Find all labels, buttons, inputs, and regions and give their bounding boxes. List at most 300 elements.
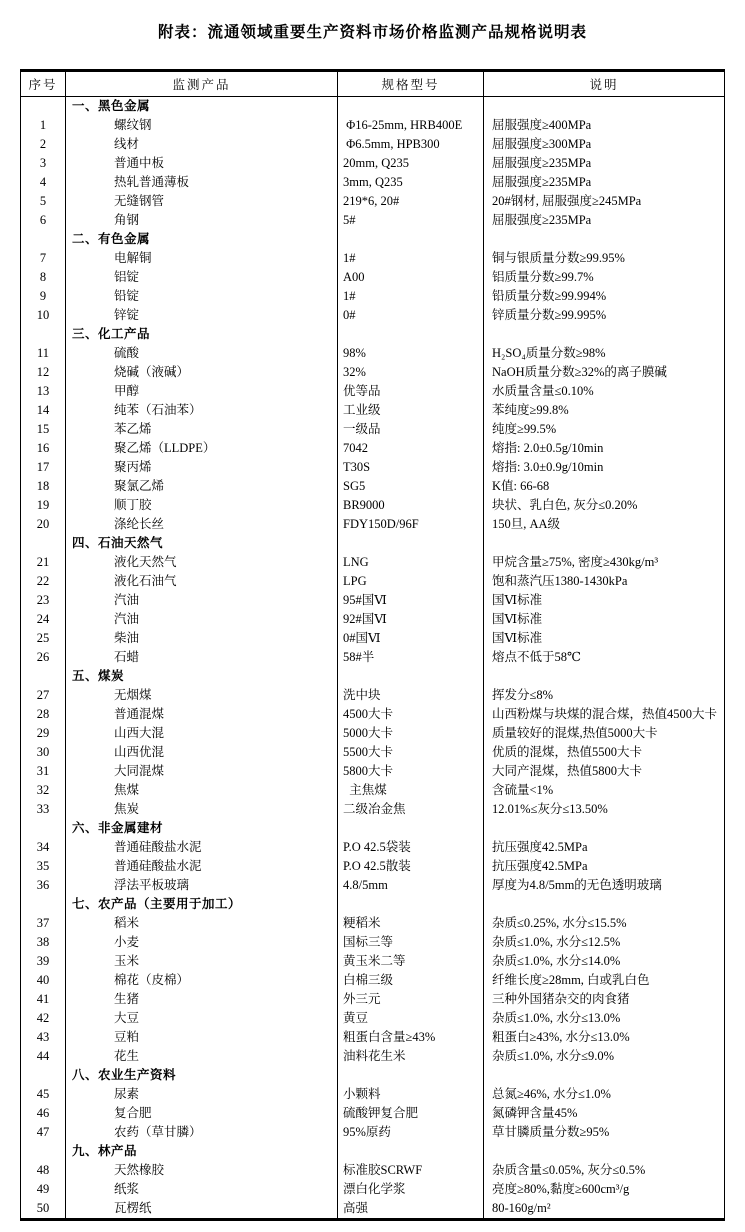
table-row xyxy=(21,990,725,1009)
row-number-cell: 37 xyxy=(36,916,50,930)
spec-cell: 黄豆 xyxy=(338,1009,484,1028)
desc-cell: 屈服强度≥235MPa xyxy=(484,173,725,192)
product-cell: 普通混煤 xyxy=(66,705,338,724)
row-number-cell: 49 xyxy=(36,1182,50,1196)
desc-cell: 20#钢材, 屈服强度≥245MPa xyxy=(484,192,725,211)
product-cell: 铝锭 xyxy=(66,268,338,287)
spec-cell: 国标三等 xyxy=(338,933,484,952)
table-row xyxy=(21,781,725,800)
spec-cell: 洗中块 xyxy=(338,686,484,705)
product-cell: 稻米 xyxy=(66,914,338,933)
product-cell: 普通硅酸盐水泥 xyxy=(66,857,338,876)
table-row xyxy=(21,211,725,230)
desc-cell: 氮磷钾含量45% xyxy=(484,1104,725,1123)
table-row xyxy=(21,154,725,173)
desc-cell: 铅质量分数≥99.994% xyxy=(484,287,725,306)
row-number-cell: 32 xyxy=(36,783,50,797)
row-number-cell: 4 xyxy=(39,175,47,189)
header-cell-desc: 说明 xyxy=(484,71,725,97)
table-row xyxy=(21,1028,725,1047)
spec-cell: LPG xyxy=(338,572,484,591)
spec-cell xyxy=(338,97,484,117)
row-number-cell: 36 xyxy=(36,878,50,892)
row-number-cell: 41 xyxy=(36,992,50,1006)
product-cell: 浮法平板玻璃 xyxy=(66,876,338,895)
table-row xyxy=(21,287,725,306)
table-row xyxy=(21,496,725,515)
row-number-cell: 19 xyxy=(36,498,50,512)
spec-cell xyxy=(338,325,484,344)
table-row xyxy=(21,762,725,781)
product-cell: 二、有色金属 xyxy=(66,230,338,249)
table-row xyxy=(21,477,725,496)
spec-cell: 硫酸钾复合肥 xyxy=(338,1104,484,1123)
row-number-cell: 16 xyxy=(36,441,50,455)
product-cell: 普通硅酸盐水泥 xyxy=(66,838,338,857)
spec-cell: 92#国Ⅵ xyxy=(338,610,484,629)
desc-cell: 铝质量分数≥99.7% xyxy=(484,268,725,287)
table-row xyxy=(21,933,725,952)
spec-cell: Φ16-25mm, HRB400E xyxy=(338,116,484,135)
header-cell-product: 监测产品 xyxy=(66,71,338,97)
desc-cell: 挥发分≤8% xyxy=(484,686,725,705)
product-cell: 锌锭 xyxy=(66,306,338,325)
header-row xyxy=(21,71,725,97)
spec-cell: 5000大卡 xyxy=(338,724,484,743)
product-cell: 液化石油气 xyxy=(66,572,338,591)
table-row xyxy=(21,401,725,420)
product-cell: 四、石油天然气 xyxy=(66,534,338,553)
page-title: 附表：流通领域重要生产资料市场价格监测产品规格说明表 xyxy=(157,24,587,41)
product-cell: 聚氯乙烯 xyxy=(66,477,338,496)
row-number-cell: 20 xyxy=(36,517,50,531)
row-number-cell: 26 xyxy=(36,650,50,664)
table-row xyxy=(21,1009,725,1028)
product-cell: 大同混煤 xyxy=(66,762,338,781)
table-row xyxy=(21,135,725,154)
table-row xyxy=(21,192,725,211)
product-cell: 一、黑色金属 xyxy=(66,97,338,117)
table-row xyxy=(21,439,725,458)
product-cell: 玉米 xyxy=(66,952,338,971)
spec-cell: FDY150D/96F xyxy=(338,515,484,534)
row-number-cell: 47 xyxy=(36,1125,50,1139)
spec-cell: 98% xyxy=(338,344,484,363)
table-row xyxy=(21,876,725,895)
spec-cell: 1# xyxy=(338,287,484,306)
product-cell: 农药（草甘膦） xyxy=(66,1123,338,1142)
desc-cell: 12.01%≤灰分≤13.50% xyxy=(484,800,725,819)
desc-cell: 抗压强度42.5MPa xyxy=(484,838,725,857)
row-number-cell: 2 xyxy=(39,137,47,151)
spec-cell: 小颗料 xyxy=(338,1085,484,1104)
row-number-cell: 23 xyxy=(36,593,50,607)
product-cell: 复合肥 xyxy=(66,1104,338,1123)
table-row xyxy=(21,268,725,287)
product-cell: 纸浆 xyxy=(66,1180,338,1199)
header-cell-spec: 规格型号 xyxy=(338,71,484,97)
desc-cell xyxy=(484,1066,725,1085)
desc-cell xyxy=(484,895,725,914)
desc-cell: 国Ⅵ标准 xyxy=(484,629,725,648)
spec-cell xyxy=(338,230,484,249)
desc-cell: 粗蛋白≥43%, 水分≤13.0% xyxy=(484,1028,725,1047)
desc-cell: 屈服强度≥300MPa xyxy=(484,135,725,154)
product-cell: 山西优混 xyxy=(66,743,338,762)
product-cell: 柴油 xyxy=(66,629,338,648)
table-row xyxy=(21,952,725,971)
product-cell: 热轧普通薄板 xyxy=(66,173,338,192)
row-number-cell xyxy=(21,667,66,686)
row-number-cell: 7 xyxy=(39,251,47,265)
desc-cell: 屈服强度≥235MPa xyxy=(484,211,725,230)
table-row xyxy=(21,800,725,819)
spec-cell: 黄玉米二等 xyxy=(338,952,484,971)
spec-cell xyxy=(338,534,484,553)
row-number-cell: 10 xyxy=(36,308,50,322)
row-number-cell: 24 xyxy=(36,612,50,626)
desc-cell xyxy=(484,1142,725,1161)
row-number-cell xyxy=(21,895,66,914)
product-cell: 纯苯（石油苯） xyxy=(66,401,338,420)
spec-cell: 95#国Ⅵ xyxy=(338,591,484,610)
row-number-cell: 13 xyxy=(36,384,50,398)
row-number-cell xyxy=(21,534,66,553)
desc-cell xyxy=(484,230,725,249)
desc-cell: 杂质≤1.0%, 水分≤14.0% xyxy=(484,952,725,971)
table-row xyxy=(21,553,725,572)
product-cell: 花生 xyxy=(66,1047,338,1066)
table-row xyxy=(21,914,725,933)
row-number-cell xyxy=(21,230,66,249)
table-row xyxy=(21,743,725,762)
row-number-cell: 15 xyxy=(36,422,50,436)
product-cell: 七、农产品（主要用于加工） xyxy=(66,895,338,914)
product-cell: 生猪 xyxy=(66,990,338,1009)
row-number-cell: 18 xyxy=(36,479,50,493)
product-cell: 聚丙烯 xyxy=(66,458,338,477)
desc-cell: 纤维长度≥28mm, 白或乳白色 xyxy=(484,971,725,990)
table-row xyxy=(21,344,725,363)
product-cell: 烧碱（液碱） xyxy=(66,363,338,382)
product-cell: 硫酸 xyxy=(66,344,338,363)
product-cell: 石蜡 xyxy=(66,648,338,667)
row-number-cell: 31 xyxy=(36,764,50,778)
desc-cell: NaOH质量分数≥32%的离子膜碱 xyxy=(484,363,725,382)
desc-cell: 熔点不低于58℃ xyxy=(484,648,725,667)
desc-cell: 含硫量<1% xyxy=(484,781,725,800)
row-number-cell: 30 xyxy=(36,745,50,759)
product-cell: 汽油 xyxy=(66,610,338,629)
spec-cell: 外三元 xyxy=(338,990,484,1009)
desc-cell xyxy=(484,667,725,686)
section-row xyxy=(21,97,725,117)
desc-cell: 抗压强度42.5MPa xyxy=(484,857,725,876)
desc-cell: 三种外国猪杂交的肉食猪 xyxy=(484,990,725,1009)
section-row xyxy=(21,230,725,249)
product-cell: 山西大混 xyxy=(66,724,338,743)
spec-cell: 主焦煤 xyxy=(338,781,484,800)
product-cell: 六、非金属建材 xyxy=(66,819,338,838)
spec-cell: P.O 42.5散装 xyxy=(338,857,484,876)
row-number-cell: 5 xyxy=(39,194,47,208)
desc-cell: 大同产混煤，热值5800大卡 xyxy=(484,762,725,781)
desc-cell: 块状、乳白色, 灰分≤0.20% xyxy=(484,496,725,515)
spec-cell: 5800大卡 xyxy=(338,762,484,781)
product-cell: 线材 xyxy=(66,135,338,154)
section-row xyxy=(21,325,725,344)
desc-cell: 亮度≥80%,黏度≥600cm³/g xyxy=(484,1180,725,1199)
spec-cell: 0# xyxy=(338,306,484,325)
row-number-cell: 6 xyxy=(39,213,47,227)
desc-cell xyxy=(484,325,725,344)
spec-cell: 二级冶金焦 xyxy=(338,800,484,819)
spec-cell: P.O 42.5袋装 xyxy=(338,838,484,857)
spec-cell: 漂白化学浆 xyxy=(338,1180,484,1199)
spec-cell xyxy=(338,667,484,686)
spec-cell: 219*6, 20# xyxy=(338,192,484,211)
product-cell: 无烟煤 xyxy=(66,686,338,705)
table-row xyxy=(21,420,725,439)
product-cell: 苯乙烯 xyxy=(66,420,338,439)
product-cell: 八、农业生产资料 xyxy=(66,1066,338,1085)
product-cell: 天然橡胶 xyxy=(66,1161,338,1180)
table-row xyxy=(21,173,725,192)
spec-cell: Φ6.5mm, HPB300 xyxy=(338,135,484,154)
desc-cell: 甲烷含量≥75%, 密度≥430kg/m³ xyxy=(484,553,725,572)
product-cell: 聚乙烯（LLDPE） xyxy=(66,439,338,458)
spec-cell: 5500大卡 xyxy=(338,743,484,762)
desc-cell: 国Ⅵ标准 xyxy=(484,591,725,610)
product-cell: 豆粕 xyxy=(66,1028,338,1047)
spec-table xyxy=(20,69,725,1221)
row-number-cell: 11 xyxy=(36,346,50,360)
product-cell: 液化天然气 xyxy=(66,553,338,572)
spec-cell: 32% xyxy=(338,363,484,382)
table-body xyxy=(21,97,725,1220)
row-number-cell: 43 xyxy=(36,1030,50,1044)
spec-cell: 高强 xyxy=(338,1199,484,1220)
row-number-cell: 48 xyxy=(36,1163,50,1177)
row-number-cell: 34 xyxy=(36,840,50,854)
desc-cell: 熔指: 2.0±0.5g/10min xyxy=(484,439,725,458)
row-number-cell xyxy=(21,819,66,838)
spec-cell: 0#国Ⅵ xyxy=(338,629,484,648)
desc-cell: 水质量含量≤0.10% xyxy=(484,382,725,401)
row-number-cell: 38 xyxy=(36,935,50,949)
spec-cell: 标准胶SCRWF xyxy=(338,1161,484,1180)
desc-cell: 铜与银质量分数≥99.95% xyxy=(484,249,725,268)
product-cell: 焦炭 xyxy=(66,800,338,819)
table-row xyxy=(21,249,725,268)
row-number-cell: 9 xyxy=(39,289,47,303)
header-cell-no: 序号 xyxy=(21,71,66,97)
section-row xyxy=(21,1142,725,1161)
table-row xyxy=(21,1199,725,1220)
row-number-cell: 27 xyxy=(36,688,50,702)
table-row xyxy=(21,705,725,724)
spec-cell xyxy=(338,1142,484,1161)
row-number-cell: 25 xyxy=(36,631,50,645)
desc-cell: 杂质≤0.25%, 水分≤15.5% xyxy=(484,914,725,933)
spec-cell xyxy=(338,819,484,838)
product-cell: 九、林产品 xyxy=(66,1142,338,1161)
row-number-cell xyxy=(21,1066,66,1085)
spec-cell: T30S xyxy=(338,458,484,477)
desc-cell: 纯度≥99.5% xyxy=(484,420,725,439)
product-cell: 螺纹钢 xyxy=(66,116,338,135)
product-cell: 汽油 xyxy=(66,591,338,610)
desc-cell: 国Ⅵ标准 xyxy=(484,610,725,629)
row-number-cell: 39 xyxy=(36,954,50,968)
desc-cell: 厚度为4.8/5mm的无色透明玻璃 xyxy=(484,876,725,895)
row-number-cell: 35 xyxy=(36,859,50,873)
section-row xyxy=(21,819,725,838)
spec-cell: 白棉三级 xyxy=(338,971,484,990)
table-row xyxy=(21,1104,725,1123)
product-cell: 角钢 xyxy=(66,211,338,230)
table-row xyxy=(21,648,725,667)
row-number-cell xyxy=(21,1142,66,1161)
table-header xyxy=(21,71,725,97)
row-number-cell: 42 xyxy=(36,1011,50,1025)
desc-cell: K值: 66-68 xyxy=(484,477,725,496)
product-cell: 甲醇 xyxy=(66,382,338,401)
table-row xyxy=(21,629,725,648)
table-row xyxy=(21,591,725,610)
product-cell: 尿素 xyxy=(66,1085,338,1104)
spec-cell xyxy=(338,895,484,914)
table-row xyxy=(21,572,725,591)
desc-cell: 杂质含量≤0.05%, 灰分≤0.5% xyxy=(484,1161,725,1180)
row-number-cell: 45 xyxy=(36,1087,50,1101)
spec-cell: 4500大卡 xyxy=(338,705,484,724)
row-number-cell: 33 xyxy=(36,802,50,816)
spec-cell: 3mm, Q235 xyxy=(338,173,484,192)
desc-cell: 杂质≤1.0%, 水分≤13.0% xyxy=(484,1009,725,1028)
desc-cell: 杂质≤1.0%, 水分≤9.0% xyxy=(484,1047,725,1066)
row-number-cell: 50 xyxy=(36,1201,50,1215)
spec-cell: 95%原药 xyxy=(338,1123,484,1142)
table-row xyxy=(21,306,725,325)
product-cell: 普通中板 xyxy=(66,154,338,173)
spec-cell: 1# xyxy=(338,249,484,268)
row-number-cell: 17 xyxy=(36,460,50,474)
desc-cell: H₂SO₄质量分数≥98% xyxy=(484,344,725,363)
product-cell: 无缝钢管 xyxy=(66,192,338,211)
product-cell: 大豆 xyxy=(66,1009,338,1028)
table-row xyxy=(21,610,725,629)
spec-cell: 58#半 xyxy=(338,648,484,667)
desc-cell: 苯纯度≥99.8% xyxy=(484,401,725,420)
table-row xyxy=(21,857,725,876)
desc-cell: 优质的混煤，热值5500大卡 xyxy=(484,743,725,762)
product-cell: 三、化工产品 xyxy=(66,325,338,344)
table-row xyxy=(21,1180,725,1199)
desc-cell: 山西粉煤与块煤的混合煤，热值4500大卡 xyxy=(484,705,725,724)
desc-cell xyxy=(484,97,725,117)
desc-cell xyxy=(484,534,725,553)
spec-cell: 粗蛋白含量≥43% xyxy=(338,1028,484,1047)
row-number-cell: 44 xyxy=(36,1049,50,1063)
table-row xyxy=(21,1161,725,1180)
spec-cell xyxy=(338,1066,484,1085)
table-row xyxy=(21,458,725,477)
desc-cell: 杂质≤1.0%, 水分≤12.5% xyxy=(484,933,725,952)
product-cell: 五、煤炭 xyxy=(66,667,338,686)
desc-cell: 熔指: 3.0±0.9g/10min xyxy=(484,458,725,477)
row-number-cell: 22 xyxy=(36,574,50,588)
product-cell: 电解铜 xyxy=(66,249,338,268)
spec-cell: 油料花生米 xyxy=(338,1047,484,1066)
row-number-cell: 40 xyxy=(36,973,50,987)
table-row xyxy=(21,116,725,135)
desc-cell: 80-160g/m² xyxy=(484,1199,725,1220)
spec-cell: 优等品 xyxy=(338,382,484,401)
product-cell: 铅锭 xyxy=(66,287,338,306)
table-row xyxy=(21,971,725,990)
row-number-cell: 21 xyxy=(36,555,50,569)
spec-cell: 20mm, Q235 xyxy=(338,154,484,173)
spec-cell: LNG xyxy=(338,553,484,572)
product-cell: 涤纶长丝 xyxy=(66,515,338,534)
desc-cell: 锌质量分数≥99.995% xyxy=(484,306,725,325)
product-cell: 顺丁胶 xyxy=(66,496,338,515)
row-number-cell xyxy=(21,97,66,117)
table-row xyxy=(21,686,725,705)
product-cell: 瓦楞纸 xyxy=(66,1199,338,1220)
row-number-cell: 46 xyxy=(36,1106,50,1120)
row-number-cell: 8 xyxy=(39,270,47,284)
spec-cell: 5# xyxy=(338,211,484,230)
desc-cell: 总氮≥46%, 水分≤1.0% xyxy=(484,1085,725,1104)
desc-cell: 150旦, AA级 xyxy=(484,515,725,534)
row-number-cell: 12 xyxy=(36,365,50,379)
desc-cell: 质量较好的混煤,热值5000大卡 xyxy=(484,724,725,743)
desc-cell: 屈服强度≥235MPa xyxy=(484,154,725,173)
spec-cell: 4.8/5mm xyxy=(338,876,484,895)
desc-cell: 屈服强度≥400MPa xyxy=(484,116,725,135)
table-row xyxy=(21,515,725,534)
desc-cell: 饱和蒸汽压1380-1430kPa xyxy=(484,572,725,591)
table-row xyxy=(21,724,725,743)
section-row xyxy=(21,1066,725,1085)
desc-cell: 草甘膦质量分数≥95% xyxy=(484,1123,725,1142)
table-row xyxy=(21,382,725,401)
product-cell: 棉花（皮棉） xyxy=(66,971,338,990)
row-number-cell: 29 xyxy=(36,726,50,740)
spec-cell: 7042 xyxy=(338,439,484,458)
section-row xyxy=(21,895,725,914)
spec-cell: A00 xyxy=(338,268,484,287)
spec-cell: 工业级 xyxy=(338,401,484,420)
table-row xyxy=(21,1047,725,1066)
spec-cell: BR9000 xyxy=(338,496,484,515)
spec-cell: SG5 xyxy=(338,477,484,496)
desc-cell xyxy=(484,819,725,838)
table-row xyxy=(21,363,725,382)
row-number-cell: 1 xyxy=(39,118,47,132)
row-number-cell: 14 xyxy=(36,403,50,417)
section-row xyxy=(21,534,725,553)
spec-cell: 粳稻米 xyxy=(338,914,484,933)
table-row xyxy=(21,1123,725,1142)
table-row xyxy=(21,838,725,857)
spec-cell: 一级品 xyxy=(338,420,484,439)
row-number-cell: 28 xyxy=(36,707,50,721)
section-row xyxy=(21,667,725,686)
row-number-cell: 3 xyxy=(39,156,47,170)
